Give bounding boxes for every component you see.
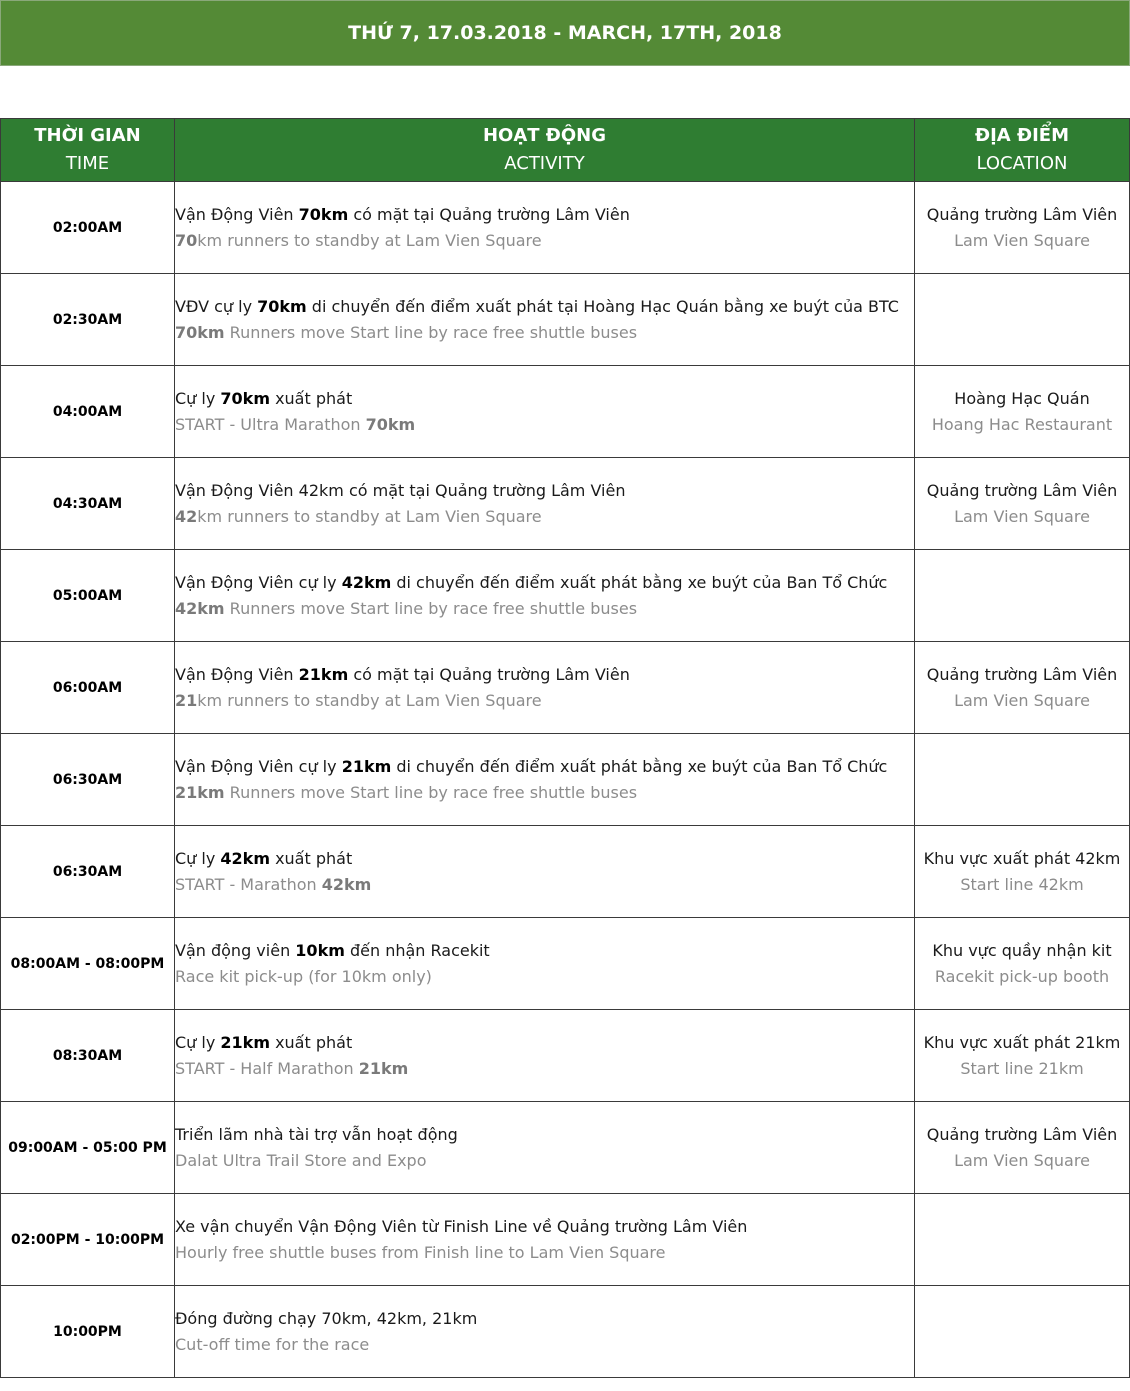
activity-vn: [175, 1214, 914, 1240]
activity-text: VĐV cự ly: [175, 296, 258, 316]
activity-text: có mặt tại Quảng trường Lâm Viên: [348, 664, 630, 684]
activity-emphasis: 21: [175, 690, 198, 710]
activity-emphasis: 42km: [341, 572, 392, 592]
activity-vn: [175, 846, 914, 872]
activity-text: đến nhận Racekit: [344, 940, 490, 960]
activity-en: [175, 1240, 914, 1266]
row-location: [915, 826, 1130, 918]
row-activity: [175, 182, 915, 274]
row-activity: [175, 366, 915, 458]
activity-text: Cự ly: [175, 388, 221, 408]
row-time: 05:00AM: [1, 550, 175, 642]
row-activity: [175, 642, 915, 734]
row-time: 02:00AM: [1, 182, 175, 274]
activity-emphasis: 42km: [321, 874, 372, 894]
location-vn: Khu vực xuất phát 42km: [923, 848, 1121, 868]
activity-vn: [175, 294, 914, 320]
location-vn: Khu vực quầy nhận kit: [932, 940, 1112, 960]
activity-text: START - Marathon: [175, 874, 322, 894]
activity-emphasis: 70km: [220, 388, 270, 408]
activity-text: Vận Động Viên: [175, 664, 299, 684]
row-time: 04:30AM: [1, 458, 175, 550]
activity-vn: [175, 386, 914, 412]
schedule-body: [1, 182, 1130, 1378]
row-time: 08:00AM - 08:00PM: [1, 918, 175, 1010]
activity-text: Vận Động Viên: [175, 204, 299, 224]
header-time: [1, 119, 175, 182]
row-time: 09:00AM - 05:00 PM: [1, 1102, 175, 1194]
activity-emphasis: 21km: [220, 1032, 270, 1052]
location-en: Lam Vien Square: [954, 690, 1090, 710]
row-location: [915, 642, 1130, 734]
activity-text: Cut-off time for the race: [175, 1334, 370, 1354]
activity-text: Runners move Start line by race free shuttle buses: [224, 782, 638, 802]
location-en: Start line 42km: [960, 874, 1084, 894]
row-location: [915, 734, 1130, 826]
activity-text: xuất phát: [269, 388, 353, 408]
activity-text: Triển lãm nhà tài trợ vẫn hoạt động: [175, 1124, 458, 1144]
activity-text: Race kit pick-up (for 10km only): [175, 966, 432, 986]
activity-text: có mặt tại Quảng trường Lâm Viên: [348, 204, 630, 224]
location-vn: Quảng trường Lâm Viên: [926, 664, 1118, 684]
row-time: 08:30AM: [1, 1010, 175, 1102]
activity-en: [175, 872, 914, 898]
location-en: Lam Vien Square: [954, 506, 1090, 526]
activity-en: [175, 1148, 914, 1174]
date-banner: THỨ 7, 17.03.2018 - MARCH, 17TH, 2018: [0, 0, 1130, 66]
row-location: [915, 182, 1130, 274]
activity-emphasis: 42: [175, 506, 198, 526]
row-location: [915, 918, 1130, 1010]
activity-text: km runners to standby at Lam Vien Square: [197, 690, 542, 710]
location-vn: Quảng trường Lâm Viên: [926, 1124, 1118, 1144]
table-row: [1, 1286, 1130, 1378]
table-header-row: [1, 119, 1130, 182]
row-location: [915, 1194, 1130, 1286]
table-row: [1, 458, 1130, 550]
location-vn: Quảng trường Lâm Viên: [926, 204, 1118, 224]
activity-text: di chuyển đến điểm xuất phát bằng xe buýt của Ban Tổ Chức: [391, 756, 888, 776]
activity-en: [175, 964, 914, 990]
header-activity-vn: HOẠT ĐỘNG: [482, 125, 607, 146]
row-location: [915, 458, 1130, 550]
activity-vn: [175, 662, 914, 688]
activity-text: Đóng đường chạy 70km, 42km, 21km: [175, 1308, 478, 1328]
row-time: 02:00PM - 10:00PM: [1, 1194, 175, 1286]
activity-emphasis: 70: [175, 230, 198, 250]
row-time: 04:00AM: [1, 366, 175, 458]
row-activity: [175, 274, 915, 366]
row-activity: [175, 826, 915, 918]
activity-text: Dalat Ultra Trail Store and Expo: [175, 1150, 427, 1170]
activity-vn: [175, 202, 914, 228]
header-activity: [175, 119, 915, 182]
row-activity: [175, 458, 915, 550]
activity-emphasis: 42km: [220, 848, 270, 868]
activity-text: Runners move Start line by race free shuttle buses: [224, 322, 638, 342]
row-location: [915, 1102, 1130, 1194]
activity-text: di chuyển đến điểm xuất phát tại Hoàng Hạc Quán bằng xe buýt của BTC: [306, 296, 899, 316]
header-activity-en: ACTIVITY: [504, 153, 585, 174]
row-time: 10:00PM: [1, 1286, 175, 1378]
activity-en: [175, 228, 914, 254]
location-vn: Quảng trường Lâm Viên: [926, 480, 1118, 500]
activity-text: Runners move Start line by race free shuttle buses: [224, 598, 638, 618]
activity-en: [175, 504, 914, 530]
activity-text: km runners to standby at Lam Vien Square: [197, 230, 542, 250]
activity-emphasis: 70km: [175, 322, 225, 342]
activity-vn: [175, 478, 914, 504]
table-row: [1, 1010, 1130, 1102]
activity-text: Vận Động Viên cự ly: [175, 756, 342, 776]
location-en: Lam Vien Square: [954, 1150, 1090, 1170]
table-row: [1, 366, 1130, 458]
activity-text: xuất phát: [269, 848, 353, 868]
location-en: Racekit pick-up booth: [934, 966, 1110, 986]
row-activity: [175, 918, 915, 1010]
activity-emphasis: 70km: [365, 414, 416, 434]
activity-en: [175, 1056, 914, 1082]
activity-text: START - Half Marathon: [175, 1058, 359, 1078]
activity-emphasis: 21km: [298, 664, 349, 684]
activity-text: Vận Động Viên 42km có mặt tại Quảng trường Lâm Viên: [175, 480, 626, 500]
row-location: [915, 274, 1130, 366]
table-row: [1, 182, 1130, 274]
schedule-table: [0, 118, 1130, 1378]
activity-en: [175, 412, 914, 438]
activity-text: di chuyển đến điểm xuất phát bằng xe buýt của Ban Tổ Chức: [391, 572, 888, 592]
activity-vn: [175, 754, 914, 780]
location-en: Hoang Hac Restaurant: [931, 414, 1113, 434]
activity-en: [175, 1332, 914, 1358]
activity-text: Xe vận chuyển Vận Động Viên từ Finish Line về Quảng trường Lâm Viên: [175, 1216, 748, 1236]
activity-text: Hourly free shuttle buses from Finish line to Lam Vien Square: [175, 1242, 666, 1262]
table-row: [1, 550, 1130, 642]
activity-vn: [175, 938, 914, 964]
activity-text: Vận động viên: [175, 940, 296, 960]
row-time: 02:30AM: [1, 274, 175, 366]
header-location: [915, 119, 1130, 182]
table-row: [1, 826, 1130, 918]
activity-text: Vận Động Viên cự ly: [175, 572, 342, 592]
row-location: [915, 366, 1130, 458]
header-location-en: LOCATION: [976, 153, 1068, 174]
activity-vn: [175, 1306, 914, 1332]
location-en: Start line 21km: [960, 1058, 1084, 1078]
activity-emphasis: 21km: [358, 1058, 409, 1078]
activity-text: km runners to standby at Lam Vien Square: [197, 506, 542, 526]
activity-text: START - Ultra Marathon: [175, 414, 366, 434]
row-activity: [175, 1010, 915, 1102]
activity-en: [175, 596, 914, 622]
activity-emphasis: 21km: [175, 782, 225, 802]
row-location: [915, 1286, 1130, 1378]
row-activity: [175, 734, 915, 826]
activity-en: [175, 780, 914, 806]
row-activity: [175, 1102, 915, 1194]
header-time-vn: THỜI GIAN: [34, 125, 141, 146]
table-row: [1, 1194, 1130, 1286]
activity-emphasis: 10km: [295, 940, 345, 960]
location-vn: Khu vực xuất phát 21km: [923, 1032, 1121, 1052]
row-time: 06:30AM: [1, 734, 175, 826]
table-row: [1, 918, 1130, 1010]
activity-emphasis: 70km: [257, 296, 307, 316]
activity-text: Cự ly: [175, 848, 221, 868]
row-time: 06:30AM: [1, 826, 175, 918]
row-activity: [175, 1194, 915, 1286]
activity-emphasis: 21km: [341, 756, 392, 776]
row-time: 06:00AM: [1, 642, 175, 734]
activity-emphasis: 42km: [175, 598, 225, 618]
table-row: [1, 274, 1130, 366]
activity-text: Cự ly: [175, 1032, 221, 1052]
header-time-en: TIME: [65, 153, 110, 174]
activity-emphasis: 70km: [298, 204, 349, 224]
activity-vn: [175, 1122, 914, 1148]
activity-vn: [175, 1030, 914, 1056]
row-location: [915, 550, 1130, 642]
table-row: [1, 1102, 1130, 1194]
table-row: [1, 734, 1130, 826]
header-location-vn: ĐỊA ĐIỂM: [975, 125, 1069, 146]
activity-en: [175, 688, 914, 714]
table-row: [1, 642, 1130, 734]
row-activity: [175, 1286, 915, 1378]
activity-text: xuất phát: [269, 1032, 353, 1052]
location-en: Lam Vien Square: [954, 230, 1090, 250]
activity-en: [175, 320, 914, 346]
row-location: [915, 1010, 1130, 1102]
location-vn: Hoàng Hạc Quán: [954, 388, 1090, 408]
activity-vn: [175, 570, 914, 596]
row-activity: [175, 550, 915, 642]
